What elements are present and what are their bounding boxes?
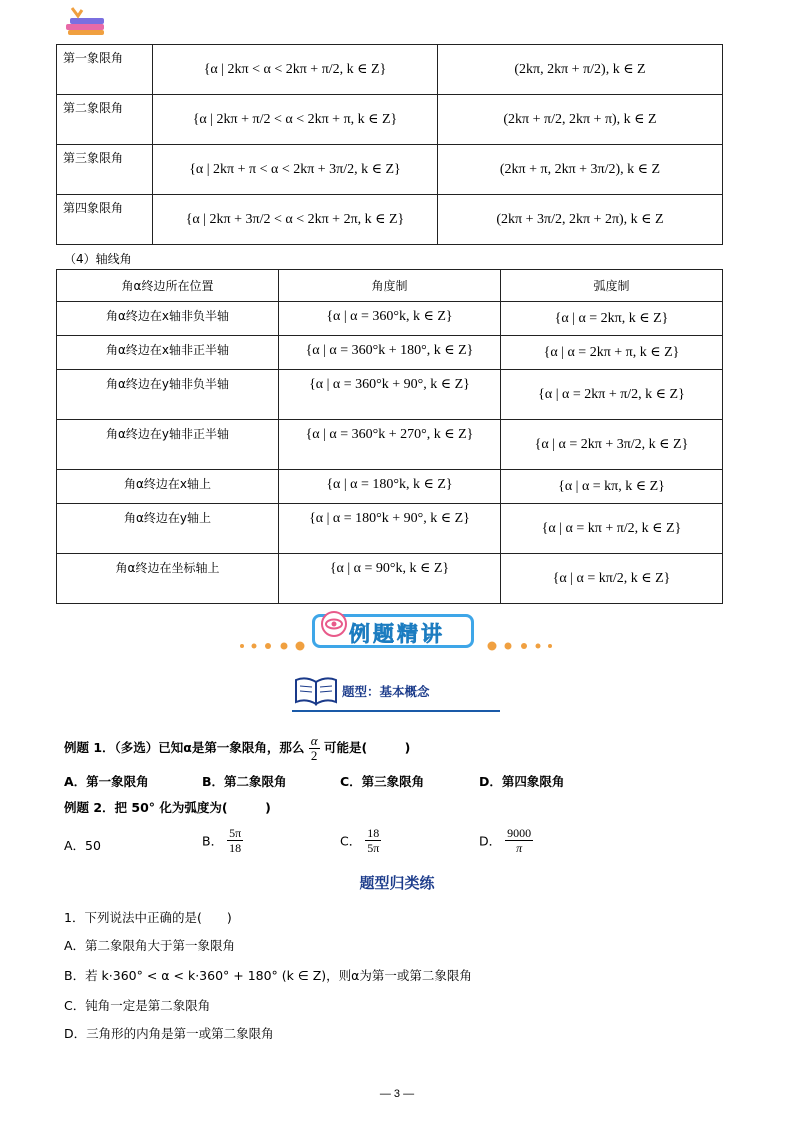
axis-header-radian: 弧度制: [501, 270, 723, 302]
axis-radian: {α | α = 2kπ + 3π/2, k ∈ Z}: [501, 420, 723, 470]
example2-option-d-num: 9000: [507, 826, 532, 840]
quadrant-interval: (2kπ + 3π/2, 2kπ + 2π), k ∈ Z: [438, 195, 723, 245]
example1-option-a: A．第一象限角: [64, 774, 149, 789]
example-banner: [238, 612, 558, 652]
banner-box: [312, 614, 474, 648]
quadrant-label: 第二象限角: [57, 95, 153, 145]
axis-radian: {α | α = 2kπ, k ∈ Z}: [501, 302, 723, 336]
banner-dots-right: [484, 638, 554, 648]
quadrant-interval: (2kπ, 2kπ + π/2), k ∈ Z: [438, 45, 723, 95]
axis-row: [57, 336, 723, 370]
axis-table: [56, 269, 723, 604]
example2-option-c-letter: C．: [340, 833, 362, 849]
example1-frac-num: α: [310, 733, 318, 748]
books-stack-logo: [62, 6, 110, 36]
axis-degree: {α | α = 360°k, k ∈ Z}: [279, 302, 501, 336]
example2-option-a: A．50: [64, 838, 101, 853]
axis-position: 角α终边在y轴非正半轴: [57, 420, 279, 470]
axis-degree: {α | α = 360°k + 90°, k ∈ Z}: [279, 370, 501, 420]
eye-icon: [321, 611, 347, 637]
axis-position: 角α终边在y轴上: [57, 504, 279, 554]
axis-degree: {α | α = 90°k, k ∈ Z}: [279, 554, 501, 604]
example2-option-b-num: 5π: [229, 826, 242, 840]
axis-row: [57, 554, 723, 604]
axis-row: [57, 470, 723, 504]
axis-radian: {α | α = 2kπ + π/2, k ∈ Z}: [501, 370, 723, 420]
axis-row: [57, 370, 723, 420]
example1-fraction: [309, 734, 320, 763]
example2-option-d: [479, 826, 533, 855]
quadrant-label: 第一象限角: [57, 45, 153, 95]
axis-position: 角α终边在y轴非负半轴: [57, 370, 279, 420]
banner-dots-left: [238, 638, 308, 646]
subheading-title: 题型：基本概念: [342, 684, 430, 699]
practice-option-b: B．若 k·360° < α < k·360° + 180° (k ∈ Z)，则α为第一或第二象限角: [64, 968, 472, 983]
axis-radian: {α | α = 2kπ + π, k ∈ Z}: [501, 336, 723, 370]
open-book-icon: [294, 674, 338, 711]
example2-option-c-den: 5π: [367, 841, 380, 855]
quadrant-table: [56, 44, 723, 245]
example2-stem: 例题 2．把 50° 化为弧度为( ): [64, 800, 271, 815]
example1-stem: [64, 734, 410, 763]
example2-option-b: [202, 826, 243, 855]
example2-option-d-den: π: [516, 841, 523, 855]
axis-radian: {α | α = kπ + π/2, k ∈ Z}: [501, 504, 723, 554]
axis-row: [57, 504, 723, 554]
example2-option-d-fraction: [505, 826, 533, 855]
quadrant-interval: (2kπ + π/2, 2kπ + π), k ∈ Z: [438, 95, 723, 145]
example2-option-b-den: 18: [229, 841, 242, 855]
quadrant-set: {α | 2kπ + π/2 < α < 2kπ + π, k ∈ Z}: [153, 95, 438, 145]
axis-row: [57, 420, 723, 470]
practice-title: 题型归类练: [359, 874, 435, 892]
example1-stem-a: 例题 1．（多选）已知α是第一象限角，那么: [64, 740, 305, 755]
axis-degree: {α | α = 360°k + 270°, k ∈ Z}: [279, 420, 501, 470]
axis-position: 角α终边在x轴非负半轴: [57, 302, 279, 336]
example1-option-b: B．第二象限角: [202, 774, 287, 789]
axis-radian: {α | α = kπ/2, k ∈ Z}: [501, 554, 723, 604]
axis-degree: {α | α = 180°k + 90°, k ∈ Z}: [279, 504, 501, 554]
quadrant-row: [57, 145, 723, 195]
quadrant-row: [57, 95, 723, 145]
quadrant-set: {α | 2kπ + π < α < 2kπ + 3π/2, k ∈ Z}: [153, 145, 438, 195]
example2-option-d-letter: D．: [479, 833, 502, 849]
axis-position: 角α终边在x轴非正半轴: [57, 336, 279, 370]
practice-option-c: C．钝角一定是第二象限角: [64, 998, 211, 1013]
quadrant-label: 第三象限角: [57, 145, 153, 195]
practice-q1: 1．下列说法中正确的是( ): [64, 910, 232, 925]
axis-degree: {α | α = 180°k, k ∈ Z}: [279, 470, 501, 504]
example2-option-b-fraction: [227, 826, 243, 855]
example2-option-c-fraction: [365, 826, 381, 855]
example1-stem-b: 可能是( ): [323, 740, 411, 755]
practice-option-d: D．三角形的内角是第一或第二象限角: [64, 1026, 274, 1041]
example1-frac-den: 2: [310, 748, 318, 763]
example2-option-c-num: 18: [367, 826, 380, 840]
banner-title: 例题精讲: [349, 622, 445, 646]
axis-header-position: 角α终边所在位置: [57, 270, 279, 302]
axis-header-degree: 角度制: [279, 270, 501, 302]
axis-radian: {α | α = kπ, k ∈ Z}: [501, 470, 723, 504]
quadrant-set: {α | 2kπ < α < 2kπ + π/2, k ∈ Z}: [153, 45, 438, 95]
page-number: — 3 —: [379, 1088, 415, 1100]
quadrant-row: [57, 195, 723, 245]
example2-option-b-letter: B．: [202, 833, 224, 849]
axis-section-title: （4）轴线角: [64, 252, 132, 266]
axis-position: 角α终边在x轴上: [57, 470, 279, 504]
axis-degree: {α | α = 360°k + 180°, k ∈ Z}: [279, 336, 501, 370]
quadrant-set: {α | 2kπ + 3π/2 < α < 2kπ + 2π, k ∈ Z}: [153, 195, 438, 245]
subheading: [292, 672, 500, 714]
quadrant-row: [57, 45, 723, 95]
example1-option-c: C．第三象限角: [340, 774, 425, 789]
example1-option-d: D．第四象限角: [479, 774, 565, 789]
practice-option-a: A．第二象限角大于第一象限角: [64, 938, 236, 953]
axis-row: [57, 302, 723, 336]
example2-option-c: [340, 826, 381, 855]
quadrant-label: 第四象限角: [57, 195, 153, 245]
axis-position: 角α终边在坐标轴上: [57, 554, 279, 604]
quadrant-interval: (2kπ + π, 2kπ + 3π/2), k ∈ Z: [438, 145, 723, 195]
subheading-underline: [292, 710, 500, 712]
